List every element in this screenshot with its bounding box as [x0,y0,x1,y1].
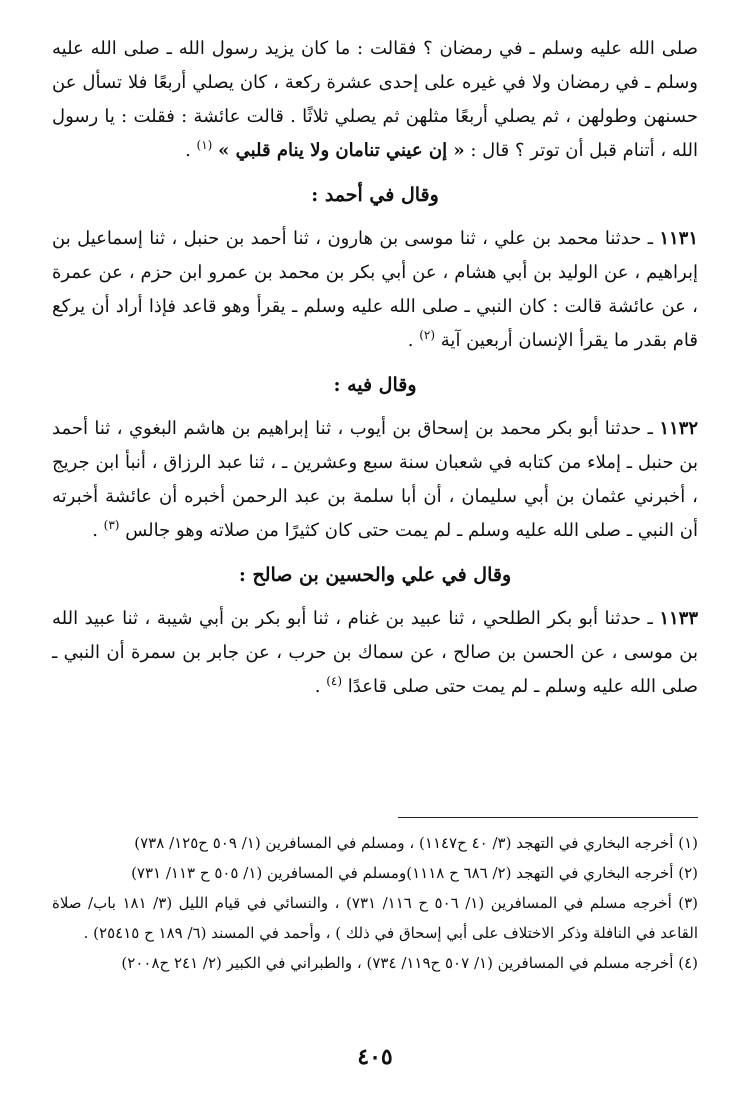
intro-text: صلى الله عليه وسلم ـ في رمضان ؟ فقالت : ما كان يزيد رسول الله ـ صلى الله عليه وسلم ـ في رمضان ولا في غيره على إحدى عشرة ركعة ، كان يصلي أربعًا فلا تسأل عن حسنهن وطولهن ، ثم يصلي أربعًا مثلهن ثم يصلي ثلاثًا . قالت عائشة : فقلت : يا رسول الله ، أتنام قبل أن توتر ؟ قال : [52,38,698,161]
hadith-number: ١١٣٢ [659,418,698,439]
footnote-ref-1[interactable]: (١) [196,138,213,152]
section-heading-1: وقال في أحمد : [311,184,439,206]
footnote-ref-4[interactable]: (٤) [326,674,343,688]
section-heading-3: وقال في علي والحسين بن صالح : [238,564,512,586]
footnote-1: (١) أخرجه البخاري في التهجد (٣/ ٤٠ ح١١٤٧) ، ومسلم في المسافرين (١/ ٥٠٩ ح١٢٥/ ٧٣٨) [134,834,698,852]
hadith-text: ـ حدثنا أبو بكر محمد بن إسحاق بن أيوب ، ثنا إبراهيم بن هاشم البغوي ، ثنا أحمد بن حنبل ـ إملاء من كتابه في شعبان سنة سبع وعشرين ـ ، ثنا عبد الرزاق ، أنبأ ابن جريج ، أخبرني عثمان بن أبي سليمان ، أن أبا سلمة بن عبد الرحمن أخبره أن عائشة أخبرته أن النبي ـ صلى الله عليه وسلم ـ لم يمت حتى كان كثيرًا من صلاته وهو جالس [52,418,698,541]
footnote-ref-3[interactable]: (٣) [103,518,120,532]
hadith-1133 [52,602,698,704]
hadith-number: ١١٣٣ [659,608,698,629]
footnote-2: (٢) أخرجه البخاري في التهجد (٢/ ٦٨٦ ح ١١١٨)ومسلم في المسافرين (١/ ٥٠٥ ح ١١٣/ ٧٣١) [131,864,698,882]
footnote-3: (٣) أخرجه مسلم في المسافرين (١/ ٥٠٦ ح ١١٦/ ٧٣١) ، والنسائي في قيام الليل (٣/ ١٨١ باب/ صلاة القاعد في النافلة وذكر الاختلاف على أبي إسحاق في ذلك ) ، وأحمد في المسند (٦/ ١٨٩ ح ٢٥٤١٥) . [52,894,699,942]
intro-paragraph [52,32,698,168]
page-number: ٤٠٥ [357,1044,393,1070]
hadith-end: . [407,330,420,351]
footnotes [52,828,698,978]
hadith-number: ١١٣١ [659,228,698,249]
footnote-ref-2[interactable]: (٢) [419,328,436,342]
footnote-divider [398,817,698,818]
intro-quote: « إن عيني تنامان ولا ينام قلبي » [218,140,465,161]
intro-end: . [185,140,197,161]
hadith-1131 [52,222,698,358]
hadith-end: . [314,676,327,697]
hadith-text: ـ حدثنا محمد بن علي ، ثنا موسى بن هارون ، ثنا أحمد بن حنبل ، ثنا إسماعيل بن إبراهيم ، عن الوليد بن أبي هشام ، عن أبي بكر بن محمد بن عمرو ابن حزم ، عن عمرة ، عن عائشة قالت : كان النبي ـ صلى الله عليه وسلم ـ يقرأ وهو قاعد فإذا أراد أن يركع قام بقدر ما يقرأ الإنسان أربعين آية [52,228,698,351]
hadith-end: . [92,520,104,541]
footnote-4: (٤) أخرجه مسلم في المسافرين (١/ ٥٠٧ ح١١٩/ ٧٣٤) ، والطبراني في الكبير (٢/ ٢٤١ ح٢٠٠٨) [121,954,698,972]
section-heading-2: وقال فيه : [333,374,417,396]
hadith-1132 [52,412,698,548]
hadith-text: ـ حدثنا أبو بكر الطلحي ، ثنا عبيد بن غنام ، ثنا أبو بكر بن أبي شيبة ، ثنا عبيد الله بن موسى ، عن الحسن بن صالح ، عن سماك بن حرب ، عن جابر بن سمرة أن النبي ـ صلى الله عليه وسلم ـ لم يمت حتى صلى قاعدًا [52,608,698,697]
